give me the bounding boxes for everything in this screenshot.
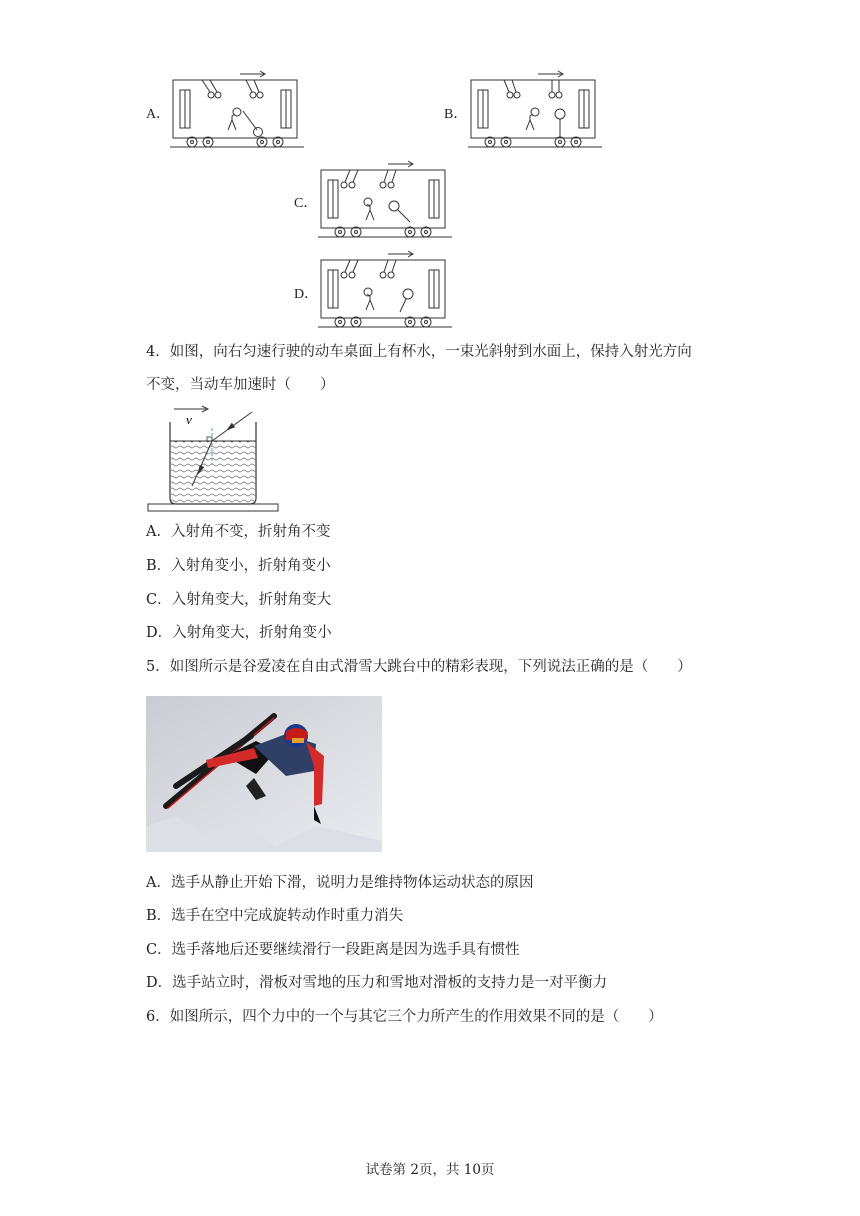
q4-option-a: A．入射角不变，折射角不变 bbox=[146, 524, 331, 540]
skier-photo bbox=[146, 696, 382, 852]
q4-option-d: D．入射角变大，折射角变小 bbox=[146, 625, 332, 641]
q4-option-c: C．入射角变大，折射角变大 bbox=[146, 592, 332, 608]
q4-option-b: B．入射角变小，折射角变小 bbox=[146, 558, 331, 574]
q5-option-c: C．选手落地后还要继续滑行一段距离是因为选手具有惯性 bbox=[146, 942, 520, 958]
cup-refraction-figure bbox=[146, 402, 282, 514]
page-footer: 试卷第 2页，共 10页 bbox=[365, 1162, 495, 1178]
q5-stem: 5．如图所示是谷爱凌在自由式滑雪大跳台中的精彩表现，下列说法正确的是（ ） bbox=[146, 659, 692, 675]
velocity-label: v bbox=[186, 412, 192, 427]
q5-option-a: A．选手从静止开始下滑，说明力是维持物体运动状态的原因 bbox=[146, 875, 534, 891]
train-diagram-c bbox=[318, 158, 452, 242]
q5-option-d: D．选手站立时，滑板对雪地的压力和雪地对滑板的支持力是一对平衡力 bbox=[146, 975, 608, 991]
option-d-label: D． bbox=[294, 287, 319, 302]
train-diagram-d bbox=[318, 248, 452, 332]
option-a-label: A． bbox=[146, 107, 171, 122]
q6-stem: 6．如图所示，四个力中的一个与其它三个力所产生的作用效果不同的是（ ） bbox=[146, 1009, 663, 1025]
option-b-label: B． bbox=[444, 107, 468, 122]
q4-stem-line2: 不变，当动车加速时（ ） bbox=[146, 377, 335, 393]
option-c-label: C． bbox=[294, 196, 318, 211]
q5-option-b: B．选手在空中完成旋转动作时重力消失 bbox=[146, 908, 404, 924]
q4-stem-line1: 4．如图，向右匀速行驶的动车桌面上有杯水，一束光斜射到水面上，保持入射光方向 bbox=[146, 344, 692, 360]
train-diagram-a bbox=[170, 68, 304, 152]
train-diagram-b bbox=[468, 68, 602, 152]
